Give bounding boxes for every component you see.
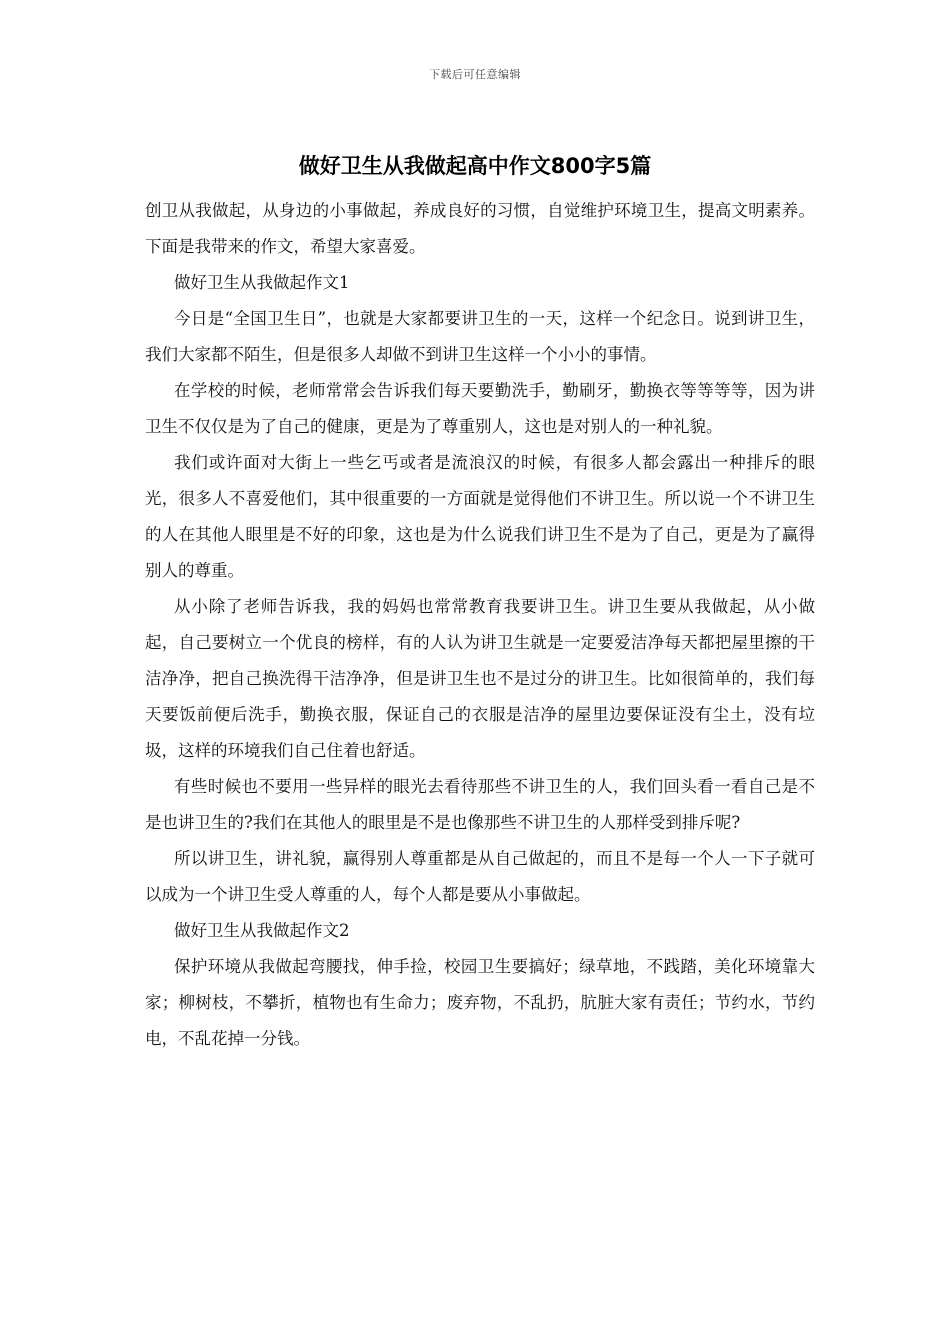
section-heading-1: 做好卫生从我做起作文1 (174, 273, 350, 292)
body-paragraph: 在学校的时候，老师常常会告诉我们每天要勤洗手，勤刷牙，勤换衣等等等等，因为讲卫生不仅仅是为了自己的健康，更是为了尊重别人，这也是对别人的一种礼貌。 (145, 381, 815, 436)
section-heading-2: 做好卫生从我做起作文2 (174, 921, 350, 940)
body-paragraph: 我们或许面对大街上一些乞丐或者是流浪汉的时候，有很多人都会露出一种排斥的眼光，很多人不喜爱他们，其中很重要的一方面就是觉得他们不讲卫生。所以说一个不讲卫生的人在其他人眼里是不好的印象，这也是为什么说我们讲卫生不是为了自己，更是为了赢得别人的尊重。 (145, 453, 815, 580)
body-paragraph: 所以讲卫生，讲礼貌，赢得别人尊重都是从自己做起的，而且不是每一个人一下子就可以成为一个讲卫生受人尊重的人，每个人都是要从小事做起。 (145, 849, 815, 904)
body-paragraph: 今日是“全国卫生日”，也就是大家都要讲卫生的一天，这样一个纪念日。说到讲卫生，我们大家都不陌生，但是很多人却做不到讲卫生这样一个小小的事情。 (145, 309, 815, 364)
header-note: 下载后可任意编辑 (429, 68, 521, 81)
body-paragraph: 从小除了老师告诉我，我的妈妈也常常教育我要讲卫生。讲卫生要从我做起，从小做起，自己要树立一个优良的榜样，有的人认为讲卫生就是一定要爱洁净每天都把屋里擦的干洁净净，把自己换洗得干洁净净，但是讲卫生也不是过分的讲卫生。比如很简单的，我们每天要饭前便后洗手，勤换衣服，保证自己的衣服是洁净的屋里边要保证没有尘土，没有垃圾，这样的环境我们自己住着也舒适。 (145, 597, 815, 760)
intro-paragraph: 创卫从我做起，从身边的小事做起，养成良好的习惯，自觉维护环境卫生，提高文明素养。下面是我带来的作文，希望大家喜爱。 (145, 201, 815, 256)
document-title: 做好卫生从我做起高中作文800字5篇 (298, 154, 652, 178)
body-paragraph: 保护环境从我做起弯腰找，伸手捡，校园卫生要搞好；绿草地，不践踏，美化环境靠大家；柳树枝，不攀折，植物也有生命力；废弃物，不乱扔，肮脏大家有责任；节约水，节约电，不乱花掉一分钱。 (145, 957, 815, 1048)
document-body (145, 193, 815, 1057)
body-paragraph: 有些时候也不要用一些异样的眼光去看待那些不讲卫生的人，我们回头看一看自己是不是也讲卫生的?我们在其他人的眼里是不是也像那些不讲卫生的人那样受到排斥呢? (145, 777, 815, 832)
